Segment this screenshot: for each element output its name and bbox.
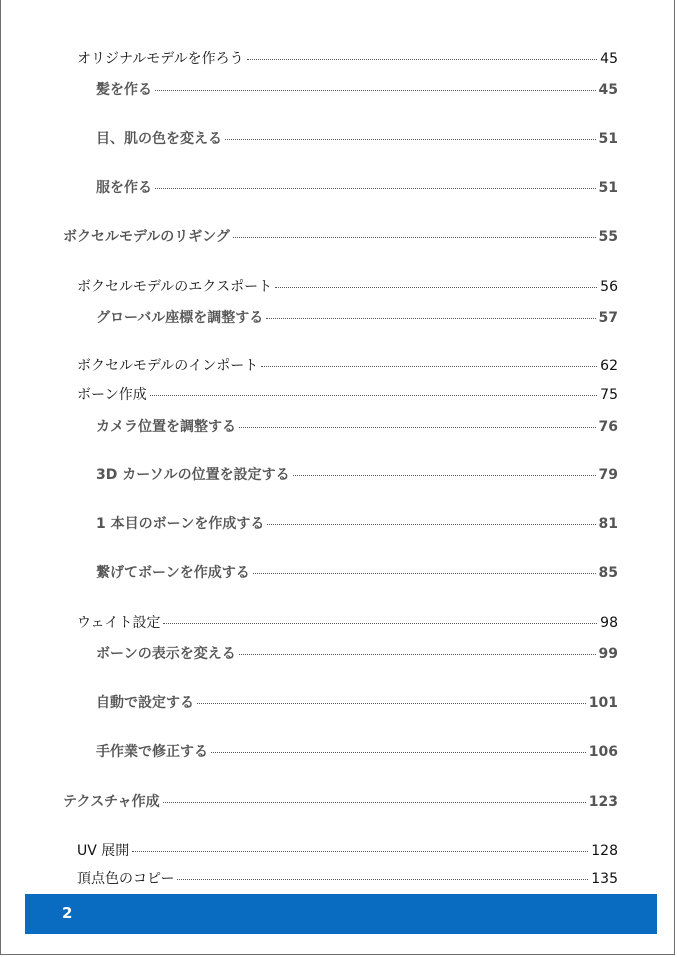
leader-dots <box>247 59 598 60</box>
toc-entry-page: 98 <box>600 615 618 631</box>
leader-dots <box>163 802 586 803</box>
toc-entry[interactable] <box>77 50 618 68</box>
toc-entry-page: 99 <box>598 646 618 662</box>
toc-entry[interactable] <box>77 614 618 632</box>
toc-entry-title: 手作業で修正する <box>96 744 208 760</box>
leader-dots <box>253 573 596 574</box>
leader-dots <box>239 654 596 655</box>
toc-entry-page: 135 <box>591 871 618 887</box>
toc-entry[interactable] <box>77 278 618 296</box>
toc-entry[interactable] <box>96 564 618 582</box>
toc-entry[interactable] <box>96 515 618 533</box>
toc-entry[interactable] <box>96 130 618 148</box>
leader-dots <box>261 366 597 367</box>
toc-entry-title: テクスチャ作成 <box>63 794 160 810</box>
page-footer-bar <box>25 894 657 934</box>
toc-entry-page: 106 <box>588 744 618 760</box>
page-number: 2 <box>62 904 73 922</box>
toc-entry-page: 51 <box>598 180 618 196</box>
leader-dots <box>163 623 597 624</box>
toc-entry[interactable] <box>77 357 618 375</box>
leader-dots <box>155 90 596 91</box>
toc-entry[interactable] <box>96 645 618 663</box>
toc-entry-page: 81 <box>598 516 618 532</box>
toc-entry[interactable] <box>63 793 618 811</box>
toc-entry-page: 62 <box>600 358 618 374</box>
toc-entry-page: 85 <box>598 565 618 581</box>
toc-entry[interactable] <box>77 842 618 860</box>
leader-dots <box>233 237 596 238</box>
toc-entry[interactable] <box>96 743 618 761</box>
toc-entry-title: 自動で設定する <box>96 695 194 711</box>
leader-dots <box>239 427 596 428</box>
leader-dots <box>197 703 586 704</box>
toc-entry-title: ボクセルモデルのリギング <box>63 229 230 245</box>
toc-entry-page: 76 <box>598 419 618 435</box>
toc-entry-title: カメラ位置を調整する <box>96 419 236 435</box>
toc-entry-page: 128 <box>591 843 618 859</box>
toc-entry-title: オリジナルモデルを作ろう <box>77 51 244 67</box>
toc-entry-title: 頂点色のコピー <box>77 871 175 887</box>
leader-dots <box>266 318 595 319</box>
toc-entry-title: 1 本目のボーンを作成する <box>96 516 265 532</box>
toc-entry[interactable] <box>96 179 618 197</box>
leader-dots <box>293 475 596 476</box>
toc-entry[interactable] <box>96 81 618 99</box>
toc-entry-title: 服を作る <box>96 180 152 196</box>
leader-dots <box>150 395 597 396</box>
toc-entry-page: 45 <box>600 51 618 67</box>
toc-entry-title: ボクセルモデルのインポート <box>77 358 259 374</box>
toc-entry[interactable] <box>96 418 618 436</box>
toc-entry-title: ボクセルモデルのエクスポート <box>77 279 273 295</box>
leader-dots <box>211 752 586 753</box>
toc-entry-page: 51 <box>598 131 618 147</box>
toc-entry-title: ボーンの表示を変える <box>96 646 236 662</box>
toc-entry-title: UV 展開 <box>77 843 130 859</box>
toc-entry[interactable] <box>63 228 618 246</box>
toc-entry[interactable] <box>77 870 618 888</box>
leader-dots <box>132 851 588 852</box>
toc-entry[interactable] <box>77 386 618 404</box>
toc-entry-title: ボーン作成 <box>77 387 147 403</box>
toc-entry[interactable] <box>96 694 618 712</box>
toc-entry-page: 55 <box>598 229 618 245</box>
toc-entry-page: 57 <box>598 310 618 326</box>
toc-entry-page: 101 <box>588 695 618 711</box>
toc-entry-title: ウェイト設定 <box>77 615 161 631</box>
toc-entry-title: 繋げてボーンを作成する <box>96 565 250 581</box>
toc-entry[interactable] <box>96 466 618 484</box>
toc-entry[interactable] <box>96 309 618 327</box>
leader-dots <box>275 287 597 288</box>
toc-entry-title: 髪を作る <box>96 82 152 98</box>
toc-entry-page: 123 <box>588 794 618 810</box>
toc-entry-page: 45 <box>598 82 618 98</box>
leader-dots <box>267 524 595 525</box>
toc-entry-title: 3D カーソルの位置を設定する <box>96 467 290 483</box>
toc-entry-title: グローバル座標を調整する <box>96 310 264 326</box>
leader-dots <box>177 879 588 880</box>
toc-entry-title: 目、肌の色を変える <box>96 131 222 147</box>
leader-dots <box>225 139 596 140</box>
toc-entry-page: 56 <box>600 279 618 295</box>
leader-dots <box>155 188 596 189</box>
toc-entry-page: 79 <box>598 467 618 483</box>
toc-entry-page: 75 <box>600 387 618 403</box>
